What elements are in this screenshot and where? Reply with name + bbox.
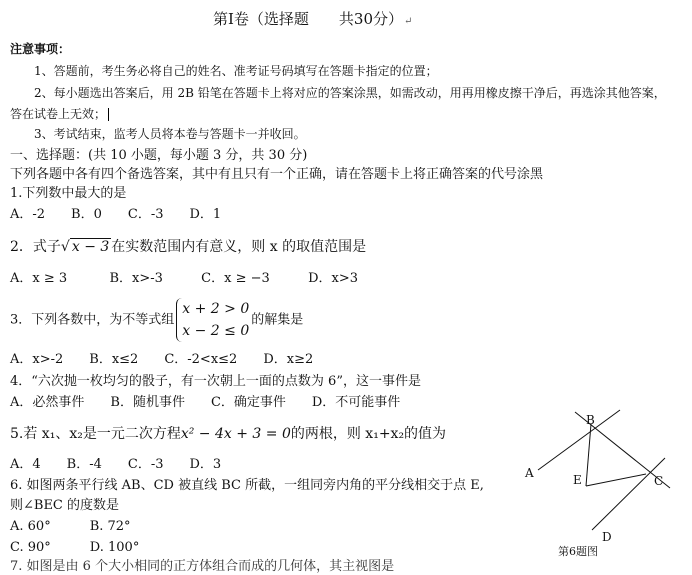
label-b: B — [586, 413, 595, 427]
paper-title: 第Ⅰ卷（选择题 共30分）↵ — [213, 10, 413, 28]
note-item-2-cont — [10, 107, 109, 121]
q2-stem — [10, 238, 366, 256]
text-cursor — [108, 108, 109, 121]
q3-options: A．x>-2 B．x≤2 C．-2<x≤2 D．x≥2 — [10, 352, 314, 367]
q5-stem — [10, 426, 446, 443]
line-cd — [592, 458, 665, 530]
section-heading: 一、选择题：(共 10 小题，每小题 3 分，共 30 分) — [10, 148, 308, 163]
inequality-2: x − 2 ≤ 0 — [182, 323, 250, 339]
q5-options: A．4 B．-4 C．-3 D．3 — [10, 457, 222, 472]
label-e: E — [573, 473, 582, 487]
note-item-2: 2、每小题选出答案后，用 2B 铅笔在答题卡上将对应的答案涂黑，如需改动，用再用橡皮擦干净后，再选涂其他答案， — [34, 86, 666, 100]
q2-post: 在实数范围内有意义，则 x 的取值范围是 — [111, 239, 367, 255]
segment-ec — [586, 474, 646, 486]
q6-stem-2: 则∠BEC 的度数是 — [10, 498, 120, 513]
q1-stem: 1.下列数中最大的是 — [10, 186, 127, 201]
section-instruction: 下列各题中各有四个备选答案，其中有且只有一个正确，请在答题卡上将正确答案的代号涂黑 — [10, 167, 544, 182]
q2-option-b: B．x>-3 — [109, 271, 163, 286]
inequality-system — [176, 298, 249, 342]
q2-radicand: x − 3 — [71, 239, 110, 255]
q2-pre: 2．式子 — [10, 239, 61, 255]
q6-stem: 6. 如图两条平行线 AB、CD 被直线 BC 所截，一组同旁内角的平分线相交于点 E, — [10, 478, 484, 493]
inequality-1: x + 2 > 0 — [182, 301, 250, 317]
label-c: C — [654, 474, 664, 488]
q4-options: A．必然事件 B．随机事件 C．确定事件 D．不可能事件 — [10, 395, 401, 410]
q2-option-d: D．x>3 — [308, 271, 358, 286]
paper-title-text: 第Ⅰ卷（选择题 共30分） — [213, 10, 404, 28]
figure-caption: 第6题图 — [558, 545, 598, 558]
q6-options-row2: C. 90° D. 100° — [10, 540, 140, 555]
notes-heading: 注意事项： — [10, 42, 71, 56]
q5-pre: 5.若 x₁、x₂是一元二次方程 — [10, 426, 181, 442]
q6-options-row1: A. 60° B. 72° — [10, 519, 131, 534]
note-item-2-cont-text: 答在试卷上无效； — [10, 107, 107, 121]
line-ab — [538, 410, 620, 470]
label-a: A — [525, 466, 534, 480]
note-item-1: 1、答题前，考生务必将自己的姓名、准考证号码填写在答题卡指定的位置； — [34, 64, 438, 78]
sqrt-symbol: √ — [60, 239, 70, 255]
label-d: D — [602, 530, 612, 544]
q2-options — [10, 271, 358, 287]
q2-option-a: A．x ≥ 3 — [10, 271, 68, 286]
q5-equation: x² − 4x + 3 = 0 — [180, 426, 291, 442]
q1-options: A．-2 B．0 C．-3 D．1 — [10, 207, 222, 222]
note-item-3: 3、考试结束，监考人员将本卷与答题卡一并收回。 — [34, 127, 306, 141]
q2-option-c: C．x ≥ −3 — [201, 271, 270, 286]
q4-stem: 4．“六次抛一枚均匀的骰子，有一次朝上一面的点数为 6”，这一事件是 — [10, 374, 421, 389]
q5-post: 的两根，则 x₁+x₂的值为 — [290, 426, 447, 442]
q7-partial-stem: 7. 如图是由 6 个大小相同的正方体组合而成的几何体，其主视图是 — [10, 559, 395, 574]
q3-pre: 3．下列各数中，为不等式组 — [10, 312, 175, 328]
q3-post: 的解集是 — [251, 312, 304, 328]
q3-stem — [10, 298, 303, 342]
